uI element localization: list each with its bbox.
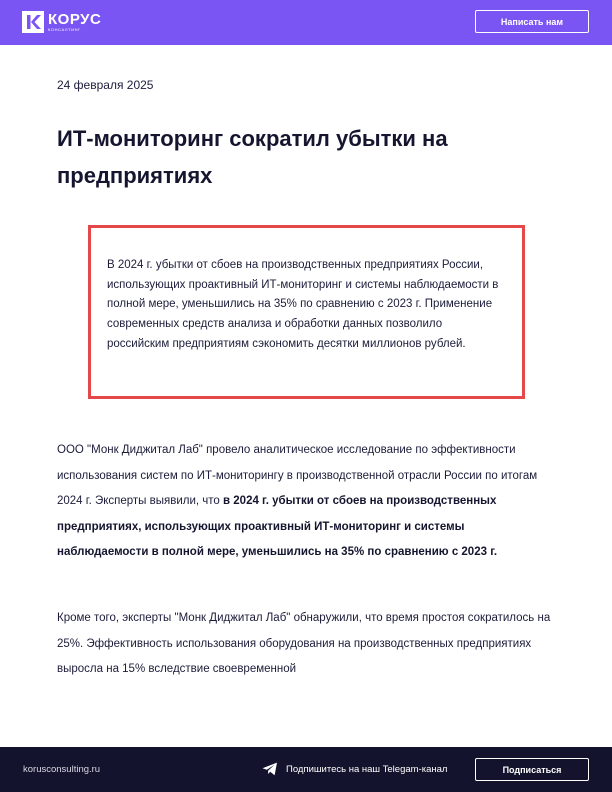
- site-link[interactable]: korusconsulting.ru: [23, 764, 101, 775]
- subscribe-button[interactable]: Подписаться: [475, 758, 589, 781]
- summary-box: [88, 225, 525, 399]
- article-title: ИТ-мониторинг сократил убытки на предприятиях: [57, 126, 448, 188]
- article-paragraph-1: [57, 438, 557, 566]
- logo-text: [48, 12, 101, 32]
- summary-text: В 2024 г. убытки от сбоев на производственных предприятиях России, использующих проактивный ИТ-мониторинг и системы наблюдаемости в полной мере, уменьшились на 35% по сравнению с 2023 г. Применение современных средств анализа и обработки данных позволило российским предприятиям сэкономить десятки миллионов рублей.: [107, 259, 499, 350]
- write-us-button[interactable]: Написать нам: [475, 10, 589, 33]
- korus-logo-icon: [22, 11, 44, 33]
- telegram-icon[interactable]: [262, 762, 278, 776]
- article-paragraph-2: Кроме того, эксперты "Монк Диджитал Лаб" обнаружили, что время простоя сократилось на 25%. Эффективность использования оборудования на производственных предприятиях выросла на 15% вследствие своевременной: [57, 612, 551, 675]
- telegram-subscribe-text[interactable]: Подпишитесь на наш Telegam-канал: [286, 764, 448, 775]
- footer-bar: [0, 747, 612, 792]
- header-bar: [0, 0, 612, 45]
- korus-logo[interactable]: [22, 10, 101, 34]
- article-date: 24 февраля 2025: [57, 78, 154, 92]
- paragraph-1-highlight: в 2024 г. убытки от сбоев на производственных предприятиях, использующих проактивный ИТ-мониторинг и системы наблюдаемости в полной мере, уменьшились на 35% по сравнению с 2023 г.: [57, 495, 498, 558]
- brand-subtitle: КОНСАЛТИНГ: [48, 27, 81, 32]
- brand-name: КОРУС: [48, 11, 102, 28]
- paragraph-1-lead: ООО "Монк Диджитал Лаб" провело аналитическое исследование по эффективности использования систем по ИТ-мониторингу в производственной отрасли России по итогам 2024 г. Эксперты выявили, что: [57, 444, 538, 507]
